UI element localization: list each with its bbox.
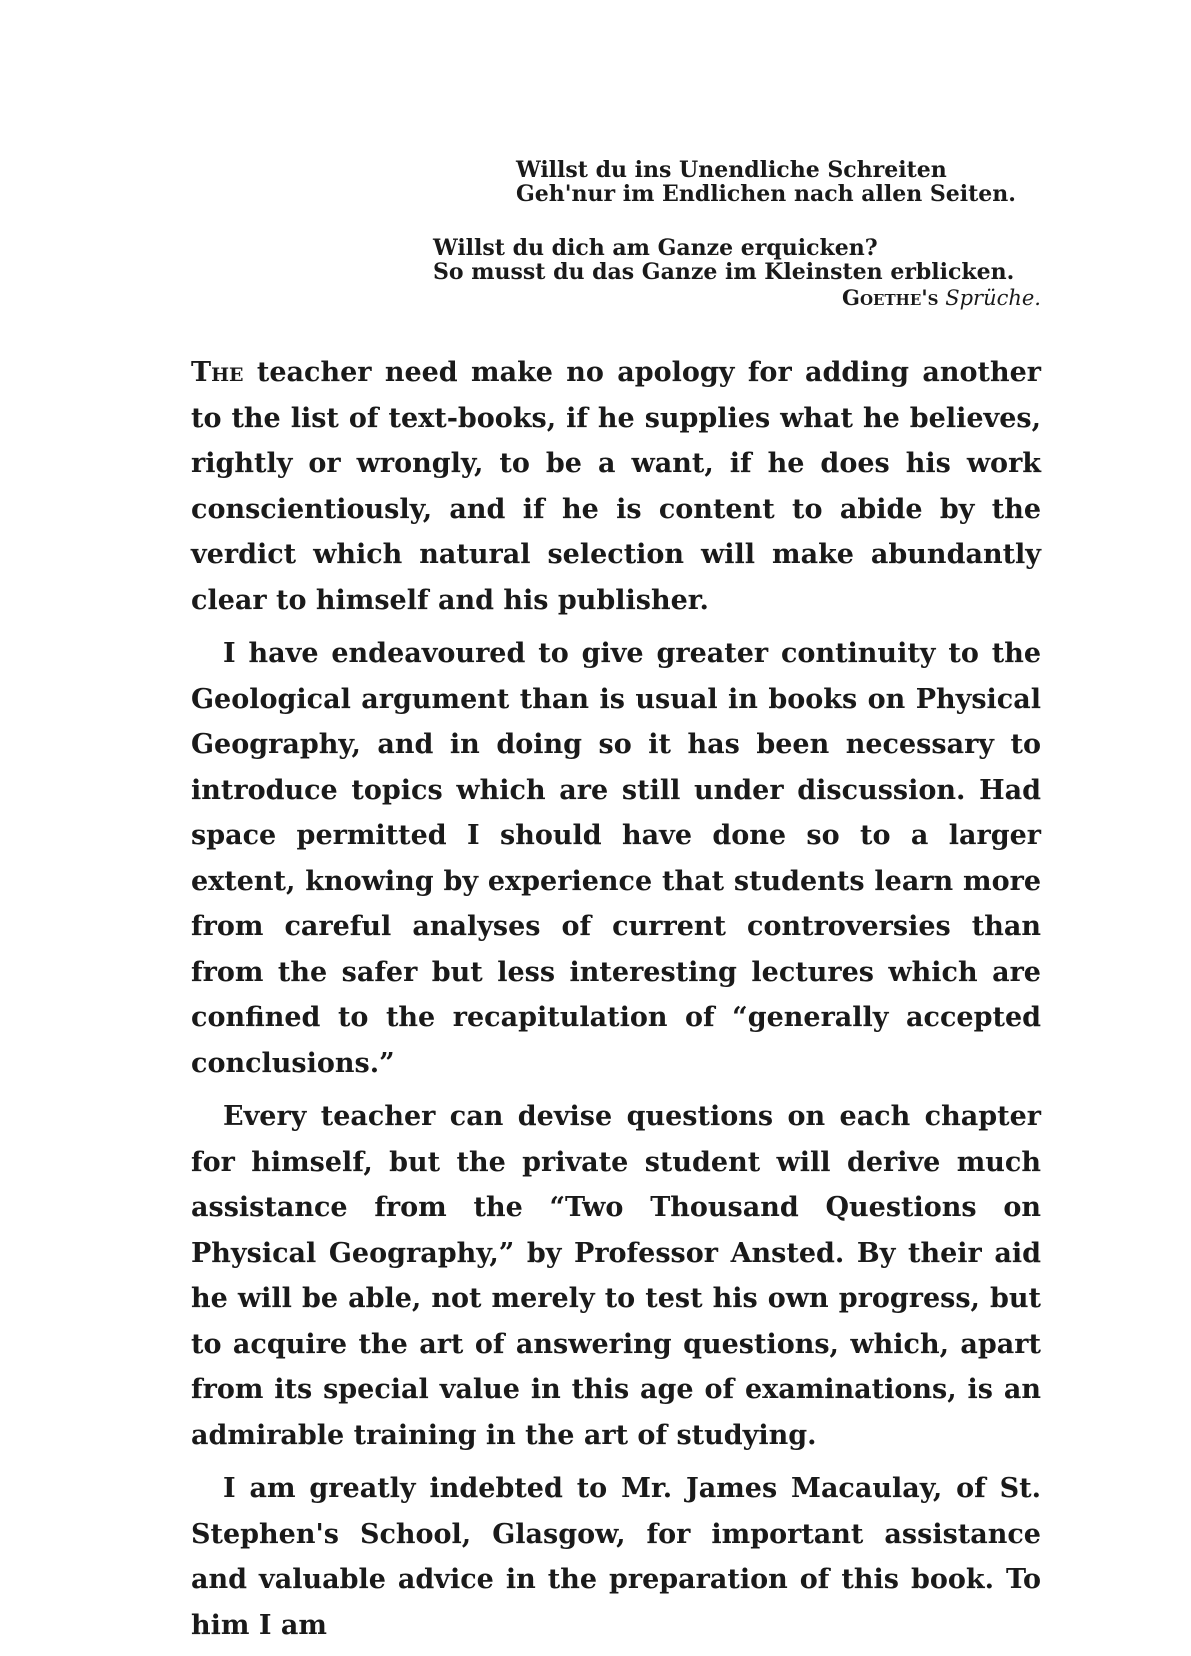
epigraph-2-line-1: Willst du dich am Ganze erquicken?	[433, 235, 878, 261]
attribution-work: Sprüche.	[945, 286, 1041, 310]
epigraph-1-line-2: Geh'nur im Endlichen nach allen Seiten.	[516, 181, 1016, 207]
paragraph-3: Every teacher can devise questions on each chapter for himself, but the private student will derive much assistance from the “Two Thousand Questions on Physical Geography,” by Professor Ansted. By their aid he will be able, not merely to test his own progress, but to acquire the art of answering questions, which, apart from its special value in this age of examinations, is an admirable training in the art of studying.	[191, 1101, 1041, 1451]
paragraph-1	[191, 350, 1041, 623]
paragraph-2: I have endeavoured to give greater continuity to the Geological argument than is usual in books on Physical Geography, and in doing so it has been necessary to introduce topics which are still under discussion. Had space permitted I should have done so to a larger extent, knowing by experience that students learn more from careful analyses of current controversies than from the safer but less interesting lectures which are confined to the recapitulation of “generally accepted conclusions.”	[191, 638, 1041, 1079]
preface-body	[191, 350, 1041, 1656]
paragraph-4: I am greatly indebted to Mr. James Macaulay, of St. Stephen's School, Glasgow, for important assistance and valuable advice in the preparation of this book. To him I am	[191, 1473, 1041, 1641]
epigraph-attribution	[842, 286, 1041, 310]
epigraph-2-line-2: So musst du das Ganze im Kleinsten erblicken.	[433, 259, 1015, 285]
paragraph-1-lead: The	[191, 357, 244, 388]
epigraph-1-line-1: Willst du ins Unendliche Schreiten	[516, 157, 947, 183]
attribution-author: Goethe's	[842, 285, 939, 310]
paragraph-1-text: teacher need make no apology for adding another to the list of text-books, if he supplies what he believes, rightly or wrongly, to be a want, if he does his work conscientiously, and if he is content to abide by the verdict which natural selection will make abundantly clear to himself and his publisher.	[191, 357, 1041, 616]
